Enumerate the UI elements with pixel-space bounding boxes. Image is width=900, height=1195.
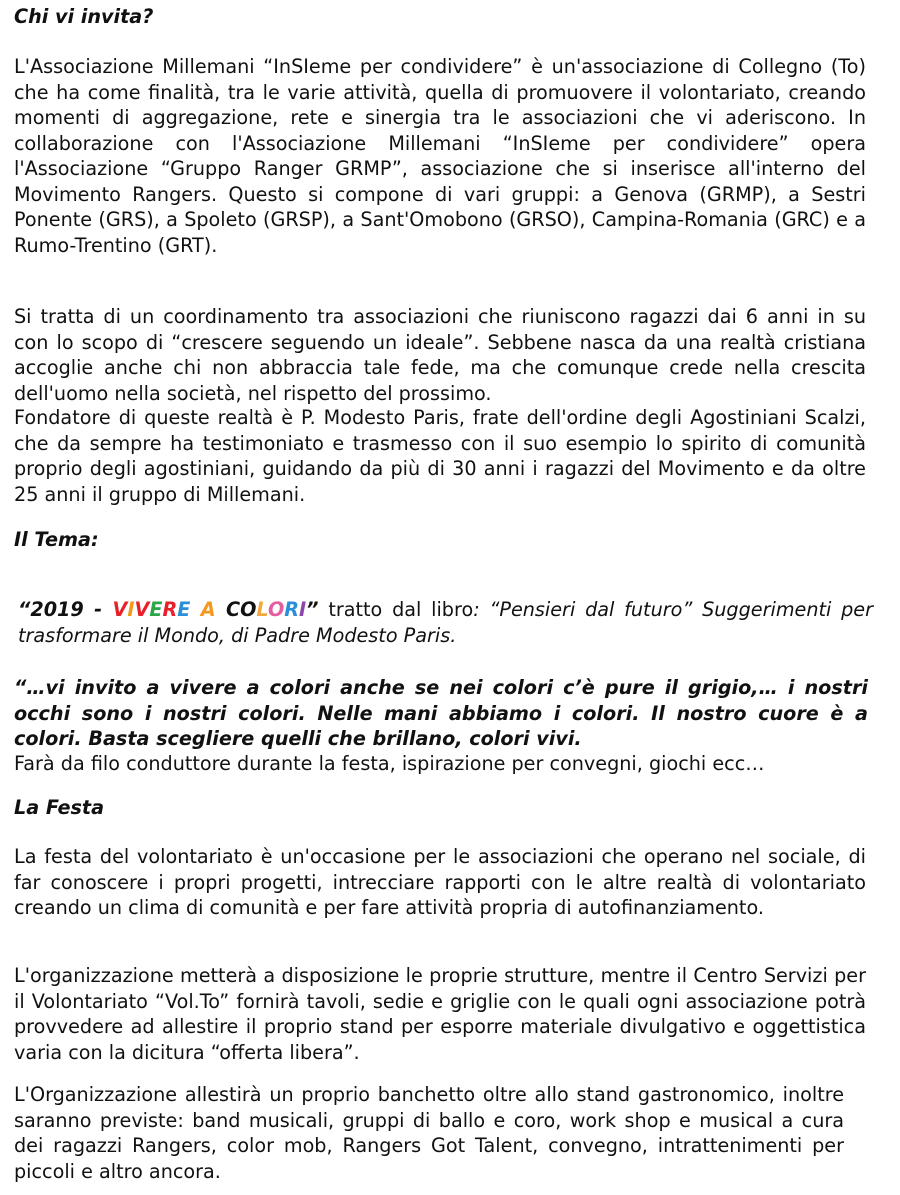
paragraph-festa-occasione: La festa del volontariato è un'occasione per le associazioni che operano nel sociale, di far conoscere i propri progetti, intrecciare rapporti con le altre realtà di volontariato creando un clima di comunità e per fare attività propria di autofinanziamento. [14, 845, 866, 919]
paragraph-associazione: L'Associazione Millemani “InSIeme per condividere” è un'associazione di Collegno (To) che ha come finalità, tra le varie attività, quella di promuovere il volontariato, creando momenti di aggregazione, rete e sinergia tra le associazioni che vi aderiscono. In collaborazione con l'Associazione Millemani “InSIeme per condividere” opera l'Associazione “Gruppo Ranger GRMP”, associazione che si inserisce all'interno del Movimento Rangers. Questo si compone di vari gruppi: a Genova (GRMP), a Sestri Ponente (GRS), a Spoleto (GRSP), a Sant'Omobono (GRSO), Campina-Romania (GRC) e a Rumo-Trentino (GRT). [14, 55, 866, 257]
theme-title [18, 597, 873, 648]
theme-note: Farà da filo conduttore durante la festa, ispirazione per convegni, giochi ecc… [14, 752, 765, 775]
paragraph-coordinamento: Si tratta di un coordinamento tra associazioni che riuniscono ragazzi dai 6 anni in su con lo scopo di “crescere seguendo un ideale”. Sebbene nasca da una realtà cristiana accoglie anche chi non abbraccia tale fede, ma che comunque crede nella crescita dell'uomo nella società, nel rispetto del prossimo. [14, 305, 866, 405]
theme-title-letter: R [284, 598, 300, 621]
theme-title-letter [190, 598, 200, 621]
paragraph-fondatore: Fondatore di queste realtà è P. Modesto Paris, frate dell'ordine degli Agostiniani Scalzi, che da sempre ha testimoniato e trasmesso con il suo esempio lo spirito di comunità proprio degli agostiniani, guidando da più di 30 anni i ragazzi del Movimento e da oltre 25 anni il gruppo di Millemani. [14, 406, 866, 506]
paragraph-organizzazione: L'organizzazione metterà a disposizione le proprie strutture, mentre il Centro Servizi per il Volontariato “Vol.To” fornirà tavoli, sedie e griglie con le quali ogni associazione potrà provvedere ad allestire il proprio stand per esporre materiale divulgativo e oggettistica varia con la dicitura “offerta libera”. [14, 964, 866, 1064]
theme-title-letter: A [200, 598, 216, 621]
theme-title-colored-word [112, 598, 306, 621]
theme-title-prefix: “2019 - [18, 598, 113, 621]
theme-title-close-quote: ” [306, 598, 319, 621]
paragraph-banchetto: L'Organizzazione allestirà un proprio banchetto oltre allo stand gastronomico, inoltre saranno previste: band musicali, gruppi di ballo e coro, work shop e musical a cura dei ragazzi Rangers, color mob, Rangers Got Talent, convegno, intrattenimenti per piccoli e altro ancora. [14, 1083, 844, 1183]
theme-title-letter: I [299, 598, 307, 621]
heading-il-tema: Il Tema: [14, 528, 99, 551]
heading-chi-vi-invita: Chi vi invita? [14, 5, 154, 28]
theme-title-letter [216, 598, 226, 621]
theme-title-letter: E [149, 598, 163, 621]
theme-title-letter: V [112, 598, 128, 621]
theme-title-letter: C [225, 598, 241, 621]
theme-title-letter: E [177, 598, 191, 621]
theme-title-letter: I [127, 598, 135, 621]
theme-title-letter: L [256, 598, 268, 621]
theme-title-book: : “Pensieri dal futuro” Suggerimenti per trasformare il Mondo, di Padre Modesto Paris. [18, 598, 873, 647]
theme-title-middle: tratto dal libro [318, 598, 474, 621]
theme-title-letter: V [134, 598, 150, 621]
theme-quote: “…vi invito a vivere a colori anche se nei colori c’è pure il grigio,… i nostri occhi sono i nostri colori. Nelle mani abbiamo i colori. Il nostro cuore è a colori. Basta scegliere quelli che brillano, colori vivi. [14, 676, 868, 750]
theme-title-letter: O [240, 598, 257, 621]
heading-la-festa: La Festa [14, 796, 105, 819]
theme-title-letter: O [267, 598, 285, 621]
theme-title-letter: R [162, 598, 178, 621]
